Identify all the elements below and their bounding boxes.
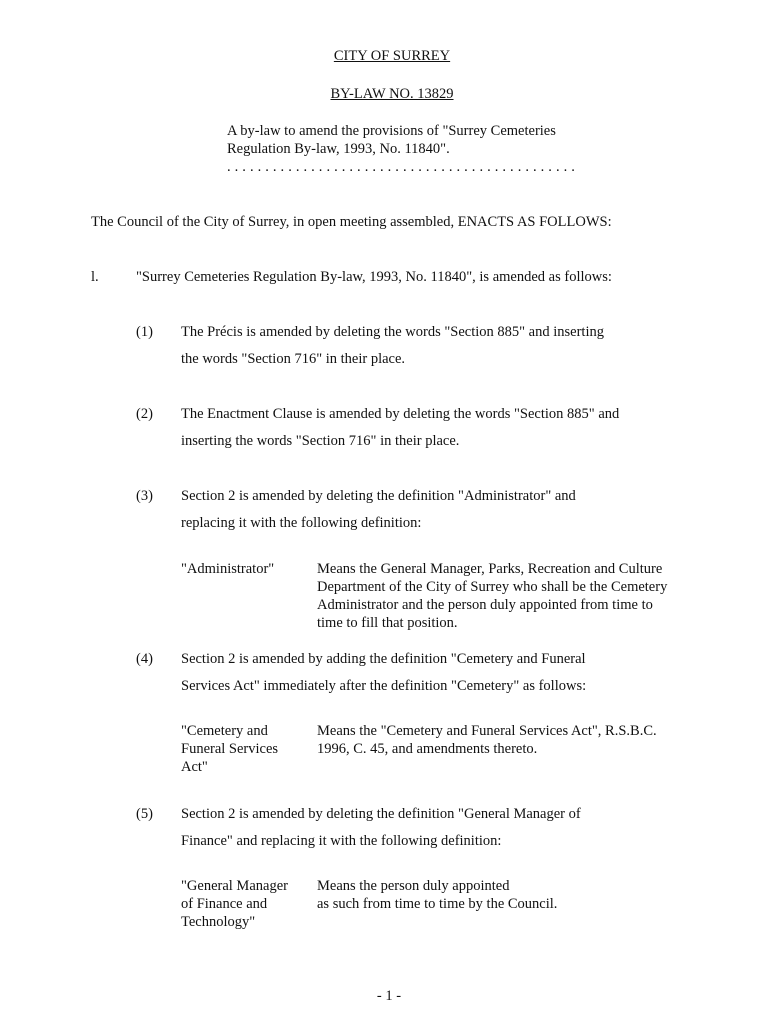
definition-text-line: time to fill that position. [317,615,458,631]
definition-term: Technology" [181,914,256,930]
item-text-line: Finance" and replacing it with the following definition: [181,833,502,849]
item-text-line: Section 2 is amended by deleting the definition "Administrator" and [181,488,576,504]
item-number: (2) [136,406,153,422]
bylaw-number-heading: BY-LAW NO. 13829 [330,86,454,102]
definition-term: Act" [181,759,208,775]
definition-text-line: Means the General Manager, Parks, Recreation and Culture [317,561,663,577]
item-text-line: Section 2 is amended by adding the definition "Cemetery and Funeral [181,651,586,667]
section-text: "Surrey Cemeteries Regulation By-law, 1993, No. 11840", is amended as follows: [136,269,612,285]
page-number: - 1 - [376,988,402,1004]
definition-term: "Administrator" [181,561,275,577]
item-text-line: Services Act" immediately after the definition "Cemetery" as follows: [181,678,587,694]
definition-term: of Finance and [181,896,268,912]
item-text-line: The Enactment Clause is amended by deleting the words "Section 885" and [181,406,620,422]
definition-text-line: Means the "Cemetery and Funeral Services Act", R.S.B.C. [317,723,657,739]
enacting-clause: The Council of the City of Surrey, in open meeting assembled, ENACTS AS FOLLOWS: [91,214,612,230]
item-text-line: Section 2 is amended by deleting the definition "General Manager of [181,806,581,822]
item-number: (4) [136,651,153,667]
item-text-line: the words "Section 716" in their place. [181,351,406,367]
item-number: (3) [136,488,153,504]
definition-term: "Cemetery and [181,723,268,739]
item-text-line: The Précis is amended by deleting the words "Section 885" and inserting [181,324,604,340]
definition-text-line: as such from time to time by the Council. [317,896,558,912]
title-line-2: Regulation By-law, 1993, No. 11840". [227,141,450,157]
item-text-line: replacing it with the following definition: [181,515,422,531]
title-line-1: A by-law to amend the provisions of "Surrey Cemeteries [227,123,556,139]
definition-text-line: Department of the City of Surrey who shall be the Cemetery [317,579,668,595]
definition-term: "General Manager [181,878,288,894]
definition-text-line: Means the person duly appointed [317,878,510,894]
city-heading: CITY OF SURREY [333,48,451,64]
item-text-line: inserting the words "Section 716" in their place. [181,433,460,449]
section-number: l. [91,269,99,285]
definition-term: Funeral Services [181,741,279,757]
item-number: (1) [136,324,153,340]
definition-text-line: 1996, C. 45, and amendments thereto. [317,741,538,757]
title-dotted-rule: . . . . . . . . . . . . . . . . . . . . . . . . . . . . . . . . . . . . . . . . . . . . . . [227,159,576,175]
definition-text-line: Administrator and the person duly appointed from time to [317,597,653,613]
item-number: (5) [136,806,153,822]
